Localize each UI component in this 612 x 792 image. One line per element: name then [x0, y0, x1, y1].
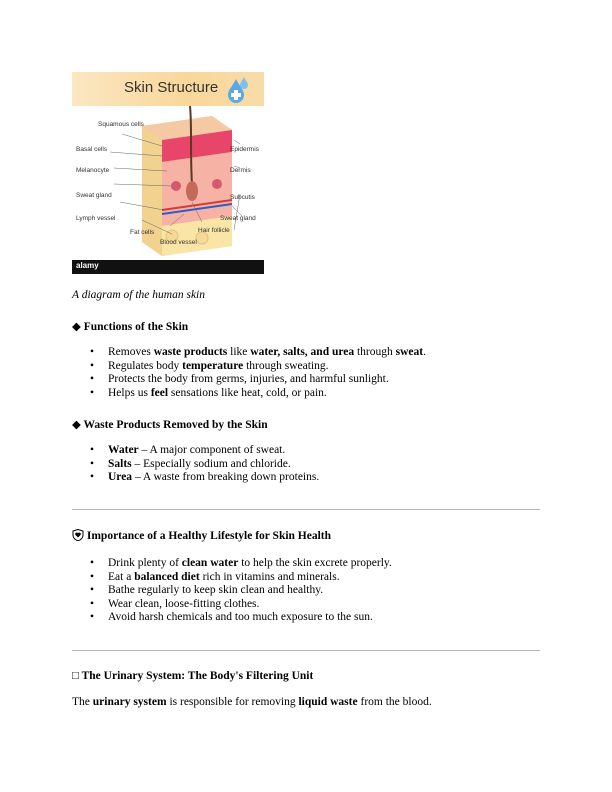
- bold-term: waste products: [153, 346, 228, 358]
- text-run: – A waste from breaking down proteins.: [132, 471, 320, 483]
- list-item: [90, 557, 392, 571]
- urinary-paragraph: [72, 696, 432, 708]
- shield-heart-icon: [72, 529, 84, 541]
- bold-term: feel: [150, 386, 169, 399]
- functions-list: [90, 346, 426, 400]
- heading-urinary-system: □ The Urinary System: The Body's Filtering Unit: [72, 670, 314, 682]
- text-run: through sweating.: [243, 359, 329, 372]
- list-item: [90, 571, 392, 585]
- text-run: through: [354, 346, 396, 358]
- list-item: [90, 346, 426, 360]
- list-item: [90, 444, 319, 458]
- text-run: Helps us: [108, 386, 151, 399]
- bold-term: balanced diet: [134, 570, 200, 583]
- label-sweat-gland-right: Sweat gland: [220, 215, 256, 222]
- text-run: like: [227, 346, 251, 358]
- list-item: [90, 458, 319, 472]
- text-run: Wear clean, loose-fitting clothes.: [108, 597, 260, 610]
- bold-term: water, salts, and urea: [250, 346, 355, 358]
- label-squamous-cells: Squamous cells: [98, 121, 144, 128]
- figure-footer-bar: [72, 260, 264, 274]
- text-run: Removes: [108, 346, 154, 358]
- waste-list: [90, 444, 319, 485]
- text-run: to help the skin excrete properly.: [238, 557, 392, 569]
- bold-term: urinary system: [92, 696, 167, 708]
- lifestyle-list: [90, 557, 392, 625]
- text-run: The: [72, 696, 93, 708]
- text-run: – Especially sodium and chloride.: [131, 457, 291, 470]
- divider: [72, 509, 540, 510]
- text-run: Avoid harsh chemicals and too much exposure to the sun.: [108, 611, 373, 623]
- bold-term: Water: [108, 444, 139, 456]
- figure-title: Skin Structure: [124, 79, 219, 96]
- label-dermis: Dermis: [230, 167, 251, 174]
- label-melanocyte: Melanocyte: [76, 167, 110, 174]
- list-item: [90, 611, 392, 625]
- brand-watermark: alamy: [76, 261, 99, 270]
- label-hair-follicle: Hair follicle: [198, 227, 230, 234]
- label-blood-vessel: Blood vessel: [160, 239, 197, 246]
- text-run: Regulates body: [108, 359, 183, 372]
- heading-waste-products: ◆ Waste Products Removed by the Skin: [72, 419, 268, 431]
- label-sweat-gland-left: Sweat gland: [76, 192, 112, 199]
- skin-structure-figure: [72, 72, 264, 274]
- bold-term: sweat: [395, 346, 424, 358]
- heading-healthy-lifestyle-text: Importance of a Healthy Lifestyle for Skin Health: [86, 530, 332, 542]
- label-lymph-vessel: Lymph vessel: [76, 215, 116, 222]
- label-fat-cells: Fat cells: [130, 229, 155, 236]
- text-run: sensations like heat, cold, or pain.: [168, 386, 327, 399]
- heading-healthy-lifestyle: [72, 529, 331, 542]
- list-item: [90, 471, 319, 485]
- text-run: is responsible for removing: [166, 696, 299, 708]
- list-item: [90, 373, 426, 387]
- skin-cross-section-illustration: [72, 106, 264, 260]
- water-drop-icon: [222, 75, 252, 105]
- bold-term: Salts: [108, 457, 132, 470]
- list-item: [90, 584, 392, 598]
- text-run: Protects the body from germs, injuries, and harmful sunlight.: [108, 373, 389, 385]
- label-basal-cells: Basal cells: [76, 146, 108, 153]
- label-subcutis: Subcutis: [230, 194, 255, 201]
- bold-term: Urea: [108, 471, 133, 483]
- text-run: Bathe regularly to keep skin clean and healthy.: [108, 584, 324, 596]
- text-run: – A major component of sweat.: [138, 444, 286, 456]
- bold-term: clean water: [181, 557, 239, 569]
- heading-functions-of-skin: ◆ Functions of the Skin: [72, 321, 189, 333]
- text-run: Eat a: [108, 570, 135, 583]
- list-item: [90, 598, 392, 612]
- text-run: rich in vitamins and minerals.: [199, 570, 340, 583]
- bold-term: liquid waste: [298, 696, 358, 708]
- text-run: .: [423, 346, 426, 358]
- bold-term: temperature: [182, 359, 244, 372]
- label-epidermis: Epidermis: [230, 146, 259, 153]
- text-run: from the blood.: [357, 696, 432, 708]
- list-item: [90, 387, 426, 401]
- text-run: Drink plenty of: [108, 557, 182, 569]
- figure-caption: A diagram of the human skin: [72, 289, 205, 301]
- list-item: [90, 360, 426, 374]
- divider: [72, 650, 540, 651]
